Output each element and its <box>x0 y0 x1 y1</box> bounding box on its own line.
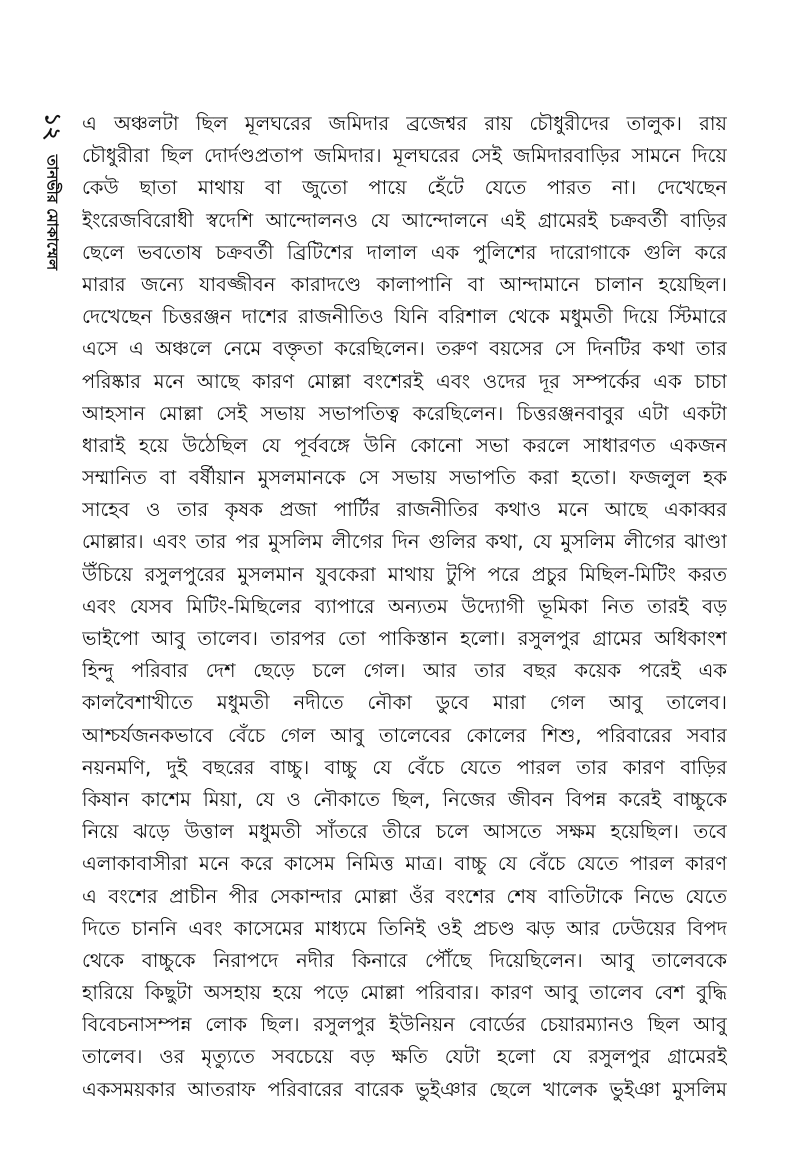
text-line: চৌধুরীরা ছিল দোর্দণ্ডপ্রতাপ জমিদার। মূলঘরের সেই জমিদারবাড়ির সামনে দিয়ে <box>82 144 727 168</box>
text-line: আশ্চর্যজনকভাবে বেঁচে গেল আবু তালেবের কোলের শিশু, পরিবারের সবার <box>82 723 727 747</box>
text-line: ভাইপো আবু তালেব। তারপর তো পাকিস্তান হলো। রসুলপুর গ্রামের অধিকাংশ <box>82 627 727 650</box>
text-line: থেকে বাচ্চুকে নিরাপদে নদীর কিনারে পৌঁছে দিয়েছিলেন। আবু তালেবকে <box>82 948 727 972</box>
text-line: কিষান কাশেম মিয়া, যে ও নৌকাতে ছিল, নিজের জীবন বিপন্ন করেই বাচ্চুকে <box>82 787 727 811</box>
text-line: একসময়কার আতরাফ পরিবারের বারেক ভুইঞার ছেলে খালেক ভুইঞা মুসলিম <box>82 1077 727 1101</box>
text-line: এ অঞ্চলটা ছিল মূলঘরের জমিদার ব্রজেশ্বর রায় চৌধুরীদের তালুক। রায় <box>82 112 727 135</box>
text-line: তালেব। ওর মৃত্যুতে সবচেয়ে বড় ক্ষতি যেটা হলো যে রসুলপুর গ্রামেরই <box>82 1045 727 1069</box>
text-line: বিবেচনাসম্পন্ন লোক ছিল। রসুলপুর ইউনিয়ন বোর্ডের চেয়ারম্যানও ছিল আবু <box>82 1013 727 1037</box>
text-line: নয়নমণি, দুই বছরের বাচ্চু। বাচ্চু যে বেঁচে যেতে পারল তার কারণ বাড়ির <box>82 755 727 779</box>
text-line: দিতে চাননি এবং কাসেমের মাধ্যমে তিনিই ওই প্রচণ্ড ঝড় আর ঢেউয়ের বিপদ <box>82 916 727 940</box>
side-header <box>28 108 68 308</box>
text-line: উঁচিয়ে রসুলপুরের মুসলমান যুবকেরা মাথায় টুপি পরে প্রচুর মিছিল-মিটিং করত <box>82 562 727 586</box>
text-line: মারার জন্যে যাবজ্জীবন কারাদণ্ডে কালাপানি বা আন্দামানে চালান হয়েছিল। <box>82 272 727 296</box>
text-line: সাহেব ও তার কৃষক প্রজা পার্টির রাজনীতির কথাও মনে আছে একাব্বর <box>82 498 727 522</box>
text-line: এবং যেসব মিটিং-মিছিলের ব্যাপারে অন্যতম উদ্যোগী ভূমিকা নিত তারই বড় <box>82 594 727 618</box>
text-line: হারিয়ে কিছুটা অসহায় হয়ে পড়ে মোল্লা পরিবার। কারণ আবু তালেব বেশ বুদ্ধি <box>82 981 727 1005</box>
text-line: মোল্লার। এবং তার পর মুসলিম লীগের দিন গুলির কথা, যে মুসলিম লীগের ঝাণ্ডা <box>82 530 727 554</box>
text-line: আহসান মোল্লা সেই সভায় সভাপতিত্ব করেছিলেন। চিত্তরঞ্জনবাবুর এটা একটা <box>82 401 727 425</box>
page-number: ১২ <box>39 112 65 141</box>
text-line: ধারাই হয়ে উঠেছিল যে পূর্ববঙ্গে উনি কোনো সভা করলে সাধারণত একজন <box>82 433 727 457</box>
text-line: কেউ ছাতা মাথায় বা জুতো পায়ে হেঁটে যেতে পারত না। দেখেছেন <box>82 176 727 200</box>
text-line: ইংরেজবিরোধী স্বদেশি আন্দোলনও যে আন্দোলনে এই গ্রামেরই চক্রবর্তী বাড়ির <box>82 208 727 232</box>
text-line: হিন্দু পরিবার দেশ ছেড়ে চলে গেল। আর তার বছর কয়েক পরেই এক <box>82 659 727 683</box>
text-line: এলাকাবাসীরা মনে করে কাসেম নিমিত্ত মাত্র। বাচ্চু যে বেঁচে যেতে পারল কারণ <box>82 852 727 876</box>
text-line: এসে এ অঞ্চলে নেমে বক্তৃতা করেছিলেন। তরুণ বয়সের সে দিনটির কথা তার <box>82 337 727 361</box>
text-line: ছেলে ভবতোষ চক্রবর্তী ব্রিটিশের দালাল এক পুলিশের দারোগাকে গুলি করে <box>82 240 727 264</box>
text-line: কালবৈশাখীতে মধুমতী নদীতে নৌকা ডুবে মারা গেল আবু তালেব। <box>82 691 727 715</box>
text-line: পরিষ্কার মনে আছে কারণ মোল্লা বংশেরই এবং ওদের দূর সম্পর্কের এক চাচা <box>82 369 727 393</box>
text-line: এ বংশের প্রাচীন পীর সেকান্দার মোল্লা ওঁর বংশের শেষ বাতিটাকে নিভে যেতে <box>82 884 727 908</box>
text-line: সম্মানিত বা বর্ষীয়ান মুসলমানকে সে সভায় সভাপতি করা হতো। ফজলুল হক <box>82 466 727 490</box>
text-line: দেখেছেন চিত্তরঞ্জন দাশের রাজনীতিও যিনি বরিশাল থেকে মধুমতী দিয়ে স্টিমারে <box>82 305 727 329</box>
running-head-author: তানভীর মোকাম্মেল <box>43 154 62 271</box>
text-line: নিয়ে ঝড়ে উত্তাল মধুমতী সাঁতরে তীরে চলে আসতে সক্ষম হয়েছিল। তবে <box>82 820 727 844</box>
body-text <box>82 108 727 1106</box>
